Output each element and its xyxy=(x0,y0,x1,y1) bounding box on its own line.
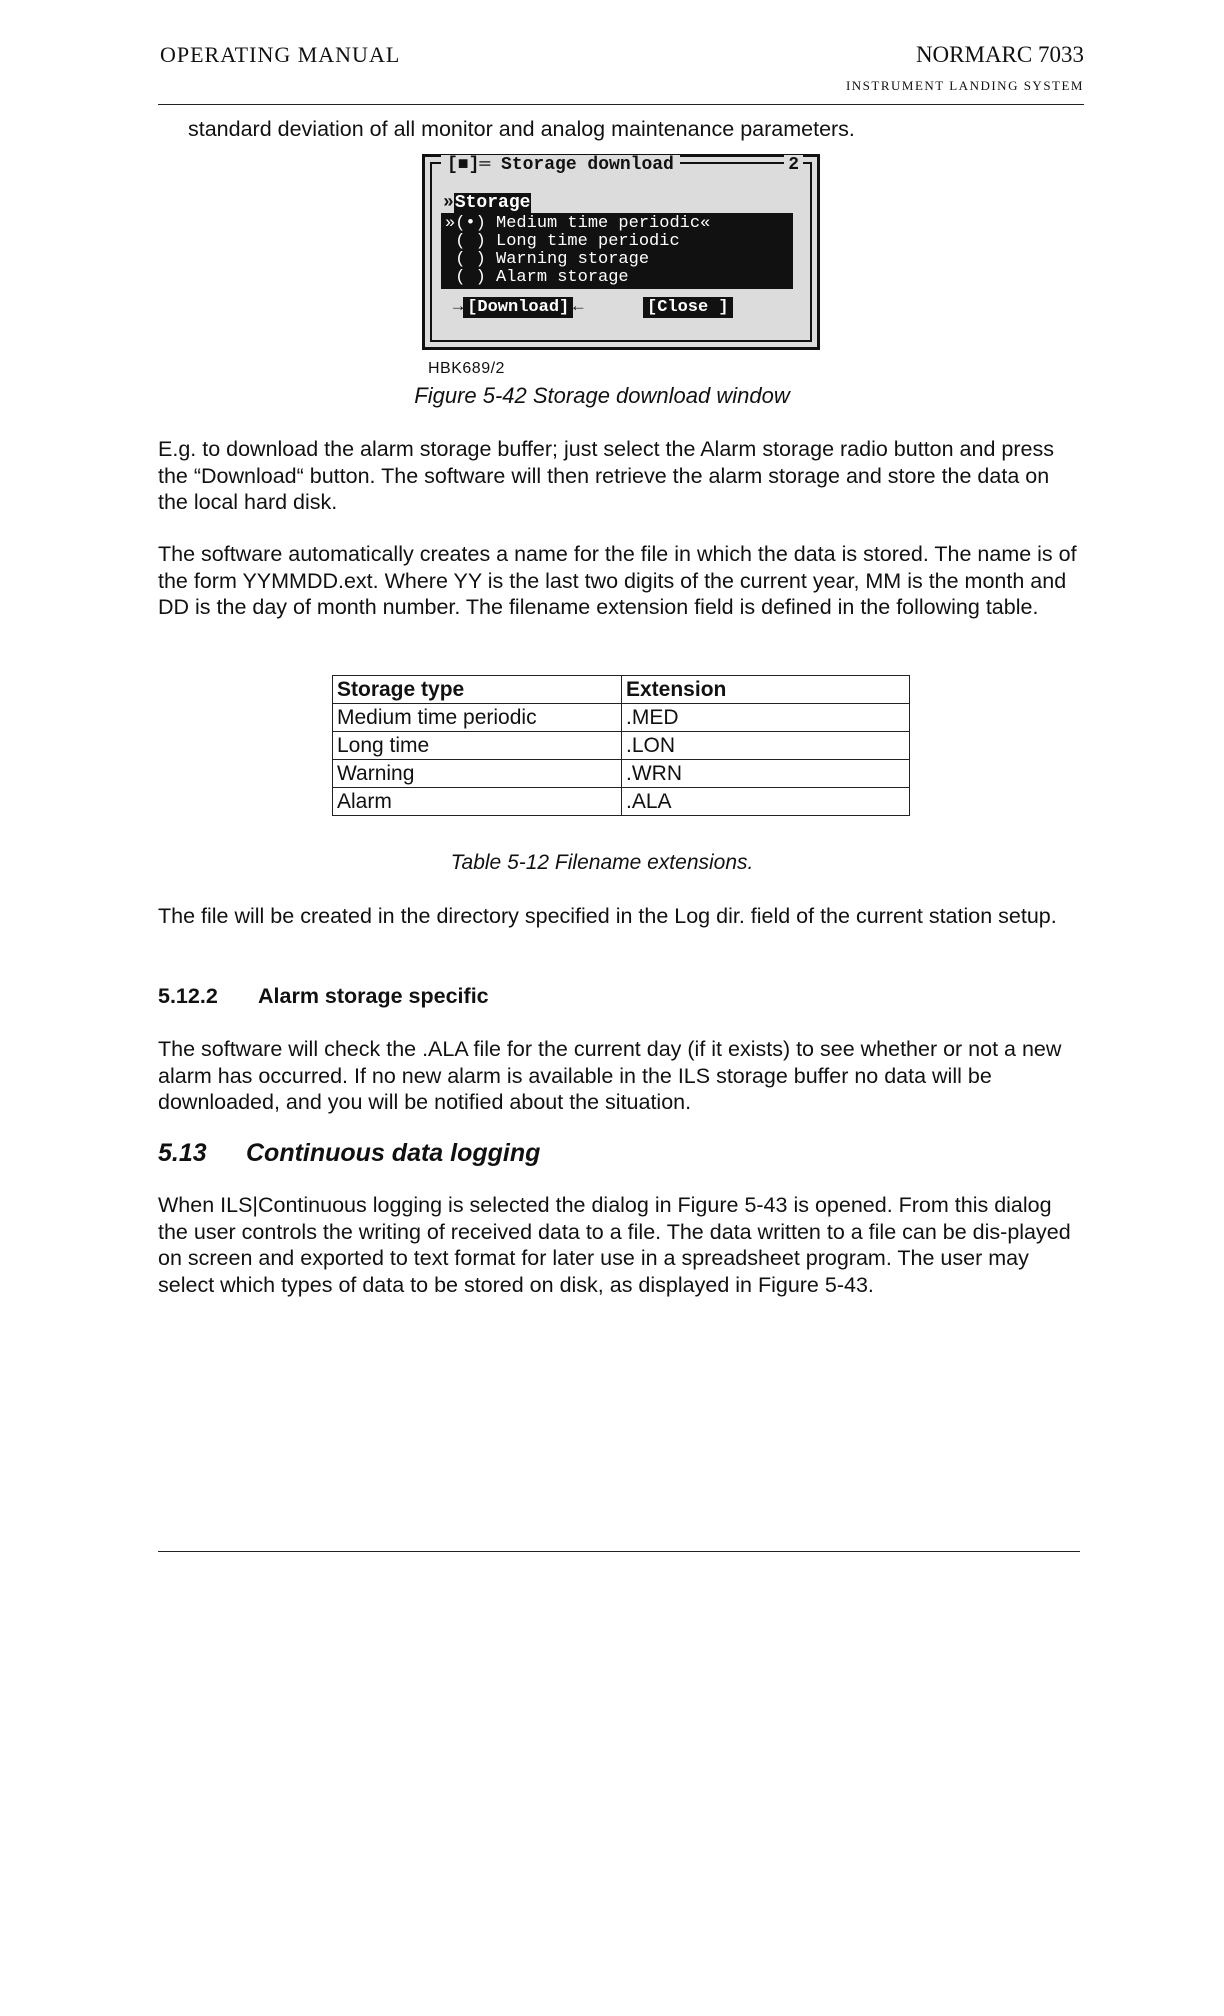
radio-medium-time-periodic[interactable] xyxy=(445,215,789,233)
table-cell: Medium time periodic xyxy=(333,704,622,732)
paragraph-filename-format: The software automatically creates a name for the file in which the data is stored. The name is of the form YYMMDD.ext. Where YY is the last two digits of the current year, MM is the month and DD is the day of month number. The filename extension field is defined in the following table. xyxy=(158,542,1077,619)
table-row xyxy=(333,788,910,816)
section-number: 5.13 xyxy=(158,1139,207,1167)
radio-label: Medium time periodic« xyxy=(496,214,711,233)
header-product-subtitle: INSTRUMENT LANDING SYSTEM xyxy=(845,78,1084,93)
intro-line: standard deviation of all monitor and analog maintenance parameters. xyxy=(188,117,855,141)
arrow-left-icon: ← xyxy=(573,298,584,317)
paragraph-log-directory: The file will be created in the directory specified in the Log dir. field of the current station setup. xyxy=(158,904,1057,928)
radio-marker: ( ) xyxy=(445,250,486,269)
section-heading-5-12-2 xyxy=(158,984,489,1009)
storage-radio-group xyxy=(441,213,793,289)
close-button[interactable]: [Close ] xyxy=(643,297,733,318)
radio-marker: »(•) xyxy=(445,214,486,233)
figure-caption: Figure 5-42 Storage download window xyxy=(414,383,790,408)
table-caption: Table 5-12 Filename extensions. xyxy=(450,851,754,874)
dialog-close-box[interactable]: [■] xyxy=(447,155,480,175)
storage-group-title: Storage xyxy=(454,193,531,213)
table-row xyxy=(333,704,910,732)
table-cell: .LON xyxy=(622,732,910,760)
table-cell: Warning xyxy=(333,760,622,788)
section-heading-5-13 xyxy=(158,1139,540,1168)
download-button-wrap xyxy=(453,297,583,318)
radio-marker: ( ) xyxy=(445,232,486,251)
radio-label: Warning storage xyxy=(496,250,650,269)
paragraph-alarm-check: The software will check the .ALA file for the current day (if it exists) to see whether or not a new alarm has occurred. If no new alarm is available in the ILS storage buffer no data will be downloaded, and you will be notified about the situation. xyxy=(158,1037,1062,1114)
download-button[interactable]: [Download] xyxy=(463,297,573,318)
dialog-title: Storage download xyxy=(501,155,674,175)
table-row xyxy=(333,732,910,760)
section-title: Continuous data logging xyxy=(246,1139,541,1167)
radio-marker: ( ) xyxy=(445,268,486,287)
paragraph-download-example: E.g. to download the alarm storage buffer; just select the Alarm storage radio button and press the “Download“ button. The software will then retrieve the alarm storage and store the data on the local hard disk. xyxy=(158,437,1054,514)
arrow-right-icon: → xyxy=(453,298,464,317)
table-cell: Long time xyxy=(333,732,622,760)
figure-id: HBK689/2 xyxy=(428,360,505,377)
table-header-row xyxy=(333,676,910,704)
section-title: Alarm storage specific xyxy=(258,984,489,1008)
header-rule xyxy=(158,104,1084,105)
table-cell: .ALA xyxy=(622,788,910,816)
table-row xyxy=(333,760,910,788)
radio-long-time-periodic[interactable] xyxy=(445,233,789,251)
group-prefix: » xyxy=(443,193,454,213)
section-number: 5.12.2 xyxy=(158,984,218,1008)
paragraph-continuous-logging: When ILS|Continuous logging is selected the dialog in Figure 5-43 is opened. From this dialog the user controls the writing of received data to a file. The data written to a file can be dis-played on screen and exported to text format for later use in a spreadsheet program. The user may select which types of data to be stored on disk, as displayed in Figure 5-43. xyxy=(158,1193,1071,1297)
table-header-cell: Extension xyxy=(622,676,910,704)
table-cell: .WRN xyxy=(622,760,910,788)
footer-rule xyxy=(158,1551,1080,1552)
filename-extensions-table xyxy=(332,675,910,816)
storage-group-label xyxy=(443,193,531,213)
dialog-title-bar: [■]═ Storage download xyxy=(441,155,680,175)
radio-label: Long time periodic xyxy=(496,232,680,251)
storage-download-dialog xyxy=(422,154,820,350)
header-product-name: NORMARC 7033 xyxy=(915,42,1084,67)
radio-label: Alarm storage xyxy=(496,268,629,287)
header-manual-title: OPERATING MANUAL xyxy=(160,42,401,67)
table-cell: Alarm xyxy=(333,788,622,816)
dialog-window-number: 2 xyxy=(784,155,803,175)
table-cell: .MED xyxy=(622,704,910,732)
radio-alarm-storage[interactable] xyxy=(445,269,789,287)
radio-warning-storage[interactable] xyxy=(445,251,789,269)
table-header-cell: Storage type xyxy=(333,676,622,704)
